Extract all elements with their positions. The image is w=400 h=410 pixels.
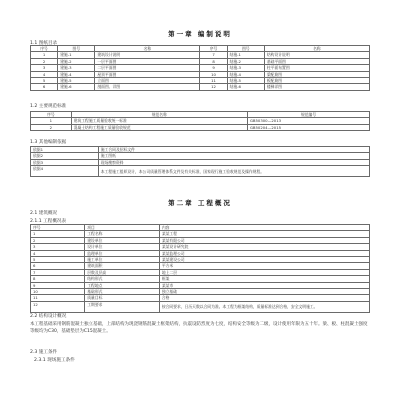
table-cell: 框架 <box>159 276 369 282</box>
table-cell: GB50300—2013 <box>247 118 369 124</box>
basis-table <box>30 146 370 177</box>
table-cell: 1 <box>31 118 72 124</box>
table-cell: 施工合同及招标文件 <box>98 147 369 153</box>
table-cell: 9 <box>200 65 227 71</box>
header-cell: 规范编号 <box>247 112 369 118</box>
table-cell: 1 <box>31 52 58 58</box>
table-cell: 依据4 <box>31 166 99 177</box>
table-cell: 楼梯详图 <box>264 84 369 90</box>
table-cell: 9 <box>31 282 85 288</box>
table-cell: 地上二层 <box>159 269 369 275</box>
table-row <box>31 301 370 312</box>
table-cell: 依据1 <box>31 147 99 153</box>
table-cell: 本工程施工组织设计，本公司质量管理体系文件及有关标准，国家现行施工验收规范及操作规程。 <box>98 166 369 177</box>
table-cell: 12 <box>200 84 227 90</box>
table-cell: 结构设计说明 <box>264 52 369 58</box>
table-cell: 监理单位 <box>85 250 160 256</box>
section-2-2-heading: 2.2 结构设计概况 <box>30 314 67 319</box>
section-2-1-1-heading: 2.1.1 工程概况表 <box>30 219 67 224</box>
table-cell: 独立基础 <box>159 289 369 295</box>
table-cell: 建施-5 <box>58 78 95 84</box>
table-cell: 6 <box>31 84 58 90</box>
table-cell: 二层平面图 <box>95 65 200 71</box>
table-cell: 建设单位 <box>85 237 160 243</box>
table-cell: 某某监理公司 <box>159 250 369 256</box>
table-cell: 质量目标 <box>85 295 160 301</box>
table-cell: 施工图纸 <box>98 153 369 159</box>
table-cell: 某某市 <box>159 282 369 288</box>
table-cell: GB50204—2015 <box>247 124 369 130</box>
table-cell: 1 <box>31 231 85 237</box>
table-cell: 建施-1 <box>58 52 95 58</box>
table-row <box>31 84 370 90</box>
header-cell: 项目 <box>85 225 160 231</box>
table-cell: 现场勘察资料 <box>98 159 369 165</box>
table-cell: 建筑工程施工质量验收统一标准 <box>71 118 247 124</box>
chapter-2-title: 第二章 工程概况 <box>168 199 232 207</box>
table-cell: 3 <box>31 244 85 250</box>
header-cell: 规范名称 <box>71 112 247 118</box>
table-cell: 建施-2 <box>58 58 95 64</box>
header-cell: 序号 <box>31 112 72 118</box>
table-cell: 4 <box>31 71 58 77</box>
table-row <box>31 166 370 177</box>
table-cell: 3 <box>31 65 58 71</box>
table-cell: 5 <box>31 78 58 84</box>
table-cell: 基础形式 <box>85 289 160 295</box>
header-cell: 序号 <box>31 46 58 52</box>
table-cell: 依据3 <box>31 159 99 165</box>
table-cell: 2 <box>31 124 72 130</box>
table-cell: 5 <box>31 257 85 263</box>
header-cell: 内容 <box>159 225 369 231</box>
table-cell: 结施-5 <box>227 78 264 84</box>
table-cell: 11 <box>31 295 85 301</box>
table-cell: 结施-6 <box>227 84 264 90</box>
table-cell: 柱平面布置图 <box>264 65 369 71</box>
header-cell: 图号 <box>227 46 264 52</box>
table-cell: 8 <box>200 58 227 64</box>
table-cell: 板配筋图 <box>264 78 369 84</box>
section-2-3-heading: 2.3 施工条件 <box>30 350 58 355</box>
table-cell: 8 <box>31 276 85 282</box>
table-cell: 剖面图、详图 <box>95 84 200 90</box>
table-cell: 结施-3 <box>227 65 264 71</box>
table-cell: 6 <box>31 263 85 269</box>
table-cell: 工程名称 <box>85 231 160 237</box>
table-cell: 工期要求 <box>85 301 160 312</box>
table-cell: 10 <box>200 71 227 77</box>
section-1-3-heading: 1.3 其他编制依据 <box>30 140 67 145</box>
norms-table <box>30 111 370 131</box>
table-cell: 建筑面积 <box>85 263 160 269</box>
drawing-list-table <box>30 45 370 91</box>
table-cell: 建施-3 <box>58 65 95 71</box>
table-cell: 一层平面图 <box>95 58 200 64</box>
section-2-1-heading: 2.1 建筑概况 <box>30 211 58 216</box>
header-cell: 序号 <box>31 225 85 231</box>
table-cell: 某某设计研究院 <box>159 244 369 250</box>
project-overview-table <box>30 224 370 313</box>
table-cell: 按合同要求，日历天数以合同为准。本工程为框架结构，质量标准达到合格，安全文明施工。 <box>159 301 369 312</box>
table-cell: 建施-4 <box>58 71 95 77</box>
section-2-3-1-heading: 2.3.1 现场施工条件 <box>34 358 75 363</box>
table-cell: 2 <box>31 237 85 243</box>
table-cell: 结施-1 <box>227 52 264 58</box>
table-cell: 合格 <box>159 295 369 301</box>
table-cell: 4 <box>31 250 85 256</box>
header-cell: 图号 <box>58 46 95 52</box>
structure-description-paragraph: 本工程基础采用钢筋混凝土独立基础，上部结构为现浇钢筋混凝土框架结构，抗震设防烈度为七度，结构安全等级为二级，设计使用年限为五十年。梁、板、柱混凝土强度等级均为C30，基础垫层为C15混凝土。 <box>30 322 368 334</box>
table-cell: 建施-6 <box>58 84 95 90</box>
table-cell: 某某有限公司 <box>159 237 369 243</box>
table-cell: 10 <box>31 289 85 295</box>
table-cell: 梁配筋图 <box>264 71 369 77</box>
table-cell: 2 <box>31 58 58 64</box>
table-cell: 基础平面图 <box>264 58 369 64</box>
table-cell: 12 <box>31 301 85 312</box>
section-1-2-heading: 1.2 主要规范标准 <box>30 104 67 109</box>
header-cell: 名称 <box>95 46 200 52</box>
table-cell: 依据2 <box>31 153 99 159</box>
table-cell: 7 <box>200 52 227 58</box>
table-cell: 立面图 <box>95 78 200 84</box>
table-cell: 建筑设计说明 <box>95 52 200 58</box>
table-cell: 工程地点 <box>85 282 160 288</box>
table-cell: 结施-2 <box>227 58 264 64</box>
table-row <box>31 124 370 130</box>
table-cell: 11 <box>200 78 227 84</box>
header-cell: 名称 <box>264 46 369 52</box>
table-cell: 平方米 <box>159 263 369 269</box>
header-cell: 序号 <box>200 46 227 52</box>
table-cell: 某某建设公司 <box>159 257 369 263</box>
table-cell: 屋顶平面图 <box>95 71 200 77</box>
table-cell: 7 <box>31 269 85 275</box>
table-cell: 结构形式 <box>85 276 160 282</box>
table-cell: 混凝土结构工程施工质量验收规范 <box>71 124 247 130</box>
section-1-1-heading: 1.1 图纸目录 <box>30 41 58 46</box>
table-cell: 某某工程 <box>159 231 369 237</box>
table-cell: 结施-4 <box>227 71 264 77</box>
table-cell: 施工单位 <box>85 257 160 263</box>
chapter-1-title: 第一章 编制说明 <box>168 30 232 38</box>
table-cell: 设计单位 <box>85 244 160 250</box>
table-cell: 层数及层高 <box>85 269 160 275</box>
